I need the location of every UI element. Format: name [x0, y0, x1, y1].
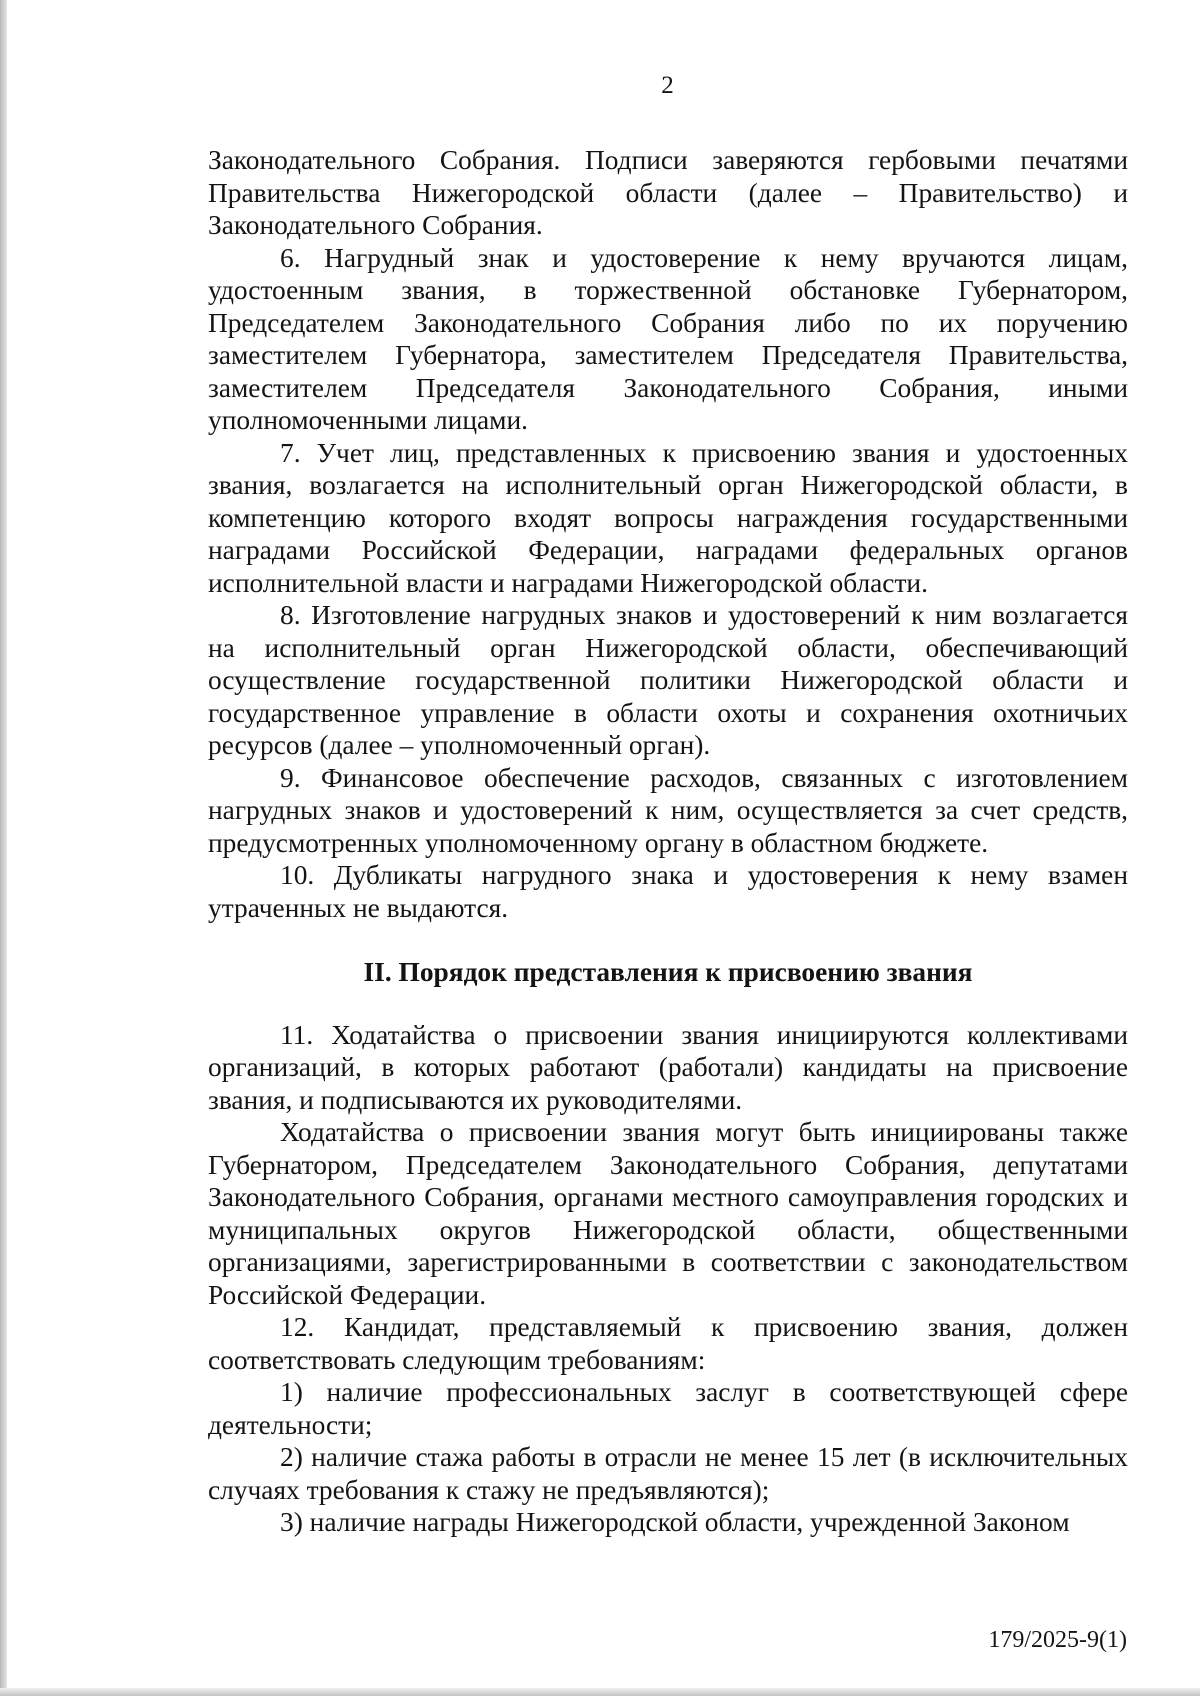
paragraph-8: 8. Изготовление нагрудных знаков и удостоверений к ним возлагается на исполнительный орган Нижегородской области, обеспечивающий осуществление государственной политики Нижегородской области и государственное управление в области охоты и сохранения охотничьих ресурсов (далее – уполномоченный орган).: [208, 600, 1128, 760]
paragraph-12-item-3: 3) наличие награды Нижегородской области, учрежденной Законом: [280, 1507, 1070, 1537]
scan-edge-bottom: [0, 1688, 1200, 1696]
paragraph-12-item-2: 2) наличие стажа работы в отрасли не менее 15 лет (в исключительных случаях требования к стажу не предъявляются);: [208, 1442, 1128, 1505]
scan-edge-left: [0, 0, 7, 1696]
page-number: 2: [661, 72, 674, 99]
document-code: 179/2025-9(1): [988, 1627, 1127, 1653]
paragraph-continuation: Законодательного Собрания. Подписи заверяются гербовыми печатями Правительства Нижегородской области (далее – Правительство) и Законодательного Собрания.: [208, 145, 1128, 240]
paragraph-12: 12. Кандидат, представляемый к присвоению звания, должен соответствовать следующим требованиям:: [208, 1312, 1128, 1375]
section-heading: II. Порядок представления к присвоению звания: [363, 957, 973, 987]
paragraph-10: 10. Дубликаты нагрудного знака и удостоверения к нему взамен утраченных не выдаются.: [208, 860, 1128, 923]
paragraph-11: 11. Ходатайства о присвоении звания инициируются коллективами организаций, в которых работают (работали) кандидаты на присвоение звания, и подписываются их руководителями.: [208, 1019, 1128, 1115]
paragraph-12-item-1: 1) наличие профессиональных заслуг в соответствующей сфере деятельности;: [208, 1377, 1128, 1440]
paragraph-6: 6. Нагрудный знак и удостоверение к нему вручаются лицам, удостоенным звания, в торжественной обстановке Губернатором, Председателем Законодательного Собрания либо по их поручению заместителем Губернатора, заместителем Председателя Правительства, заместителем Председателя Законодательного Собрания, иными уполномоченными лицами.: [208, 242, 1128, 435]
paragraph-11-second: Ходатайства о присвоении звания могут быть инициированы также Губернатором, Председателем Законодательного Собрания, депутатами Законодательного Собрания, органами местного самоуправления городских и муниципальных округов Нижегородской области, общественными организациями, зарегистрированными в соответствии с законодательством Российской Федерации.: [208, 1117, 1128, 1310]
paragraph-9: 9. Финансовое обеспечение расходов, связанных с изготовлением нагрудных знаков и удостоверений к ним, осуществляется за счет средств, предусмотренных уполномоченному органу в областном бюджете.: [208, 762, 1128, 858]
document-body: [208, 144, 1128, 1539]
paragraph-7: 7. Учет лиц, представленных к присвоению звания и удостоенных звания, возлагается на исполнительный орган Нижегородской области, в компетенцию которого входят вопросы награждения государственными наградами Российской Федерации, наградами федеральных органов исполнительной власти и наградами Нижегородской области.: [208, 437, 1128, 598]
